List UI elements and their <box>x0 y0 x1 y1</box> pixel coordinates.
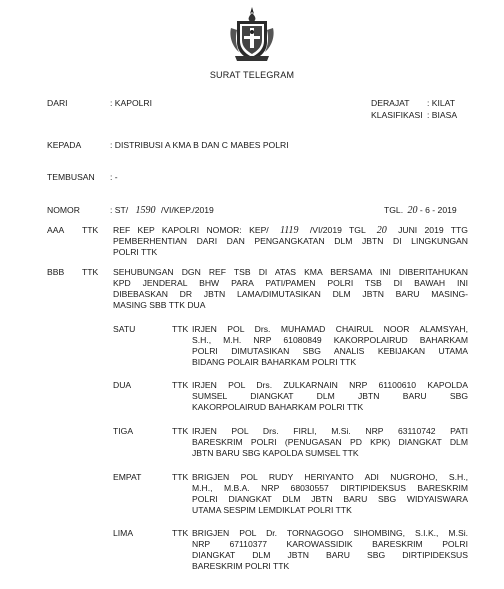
nomor-handwritten: 1590 <box>135 205 156 216</box>
tiga-line-2: BARESKRIM POLRI (PENUGASAN PD KPK) DIANGKAT DLM <box>192 437 468 447</box>
tembusan-value: : - <box>110 172 118 182</box>
tiga-line-3: JBTN BARU SBG KAPOLDA SUMSEL TTK <box>192 448 359 458</box>
aaa-line-3: POLRI TTK <box>113 247 158 257</box>
klasifikasi-value: : BIASA <box>427 110 458 120</box>
item-label-lima: LIMA <box>113 528 134 538</box>
kepada-value: : DISTRIBUSI A KMA B DAN C MABES POLRI <box>110 140 289 150</box>
aaa-code: AAA <box>47 225 65 235</box>
tgl-handwritten: 20 <box>407 205 418 216</box>
item-paragraph-satu <box>192 324 468 368</box>
polri-emblem-icon <box>227 6 277 64</box>
lima-line-1: BRIGJEN POL Dr. TORNAGOGO SIHOMBING, S.I.K., M.Si. <box>192 528 468 538</box>
nomor-label: NOMOR <box>47 205 80 215</box>
aaa-line-2: PEMBERHENTIAN DARI DAN PENGANGKATAN DLM JBTN DI LINGKUNGAN <box>113 236 468 246</box>
bbb-line-3: DIBEBASKAN DR JBTN LAMA/DIMUTASIKAN DLM JBTN BARU MASING- <box>113 289 468 299</box>
lima-line-4: BARESKRIM POLRI TTK <box>192 561 290 571</box>
item-paragraph-lima <box>192 528 468 572</box>
satu-line-3: POLRI DIMUTASIKAN SBG ANALIS KEBIJAKAN UTAMA <box>192 346 468 356</box>
nomor-value <box>110 205 214 216</box>
item-ttk-dua: TTK <box>172 380 189 390</box>
empat-line-4: UTAMA SESPIM LEMDIKLAT POLRI TTK <box>192 505 352 515</box>
item-ttk-empat: TTK <box>172 472 189 482</box>
item-label-empat: EMPAT <box>113 472 142 482</box>
bbb-line-4: MASING SBB TTK DUA <box>113 300 206 310</box>
item-paragraph-empat <box>192 472 468 516</box>
aaa-handwritten-date: 20 <box>376 225 387 236</box>
tgl-label: TGL. <box>384 205 404 215</box>
empat-line-3: POLRI DIANGKAT DLM JBTN BARU SBG WIDYAISWARA <box>192 494 468 504</box>
bbb-line-2: KPD JENDERAL BHW PARA PATI/PAMEN POLRI TSB DI BAWAH INI <box>113 278 468 288</box>
item-paragraph-tiga <box>192 426 468 459</box>
satu-line-4: BIDANG POLAIR BAHARKAM POLRI TTK <box>192 357 357 367</box>
nomor-suffix: /VI/KEP./2019 <box>160 205 214 215</box>
item-label-satu: SATU <box>113 324 136 334</box>
tembusan-label: TEMBUSAN <box>47 172 95 182</box>
bbb-code: BBB <box>47 267 65 277</box>
bbb-line-1: SEHUBUNGAN DGN REF TSB DI ATAS KMA BERSAMA INI DIBERITAHUKAN <box>113 267 468 277</box>
lima-line-2: NRP 67110377 KAROWASSIDIK BARESKRIM POLRI <box>192 539 468 549</box>
empat-line-2: M.H., M.B.A. NRP 68030557 DIRTIPIDEKSUS BARESKRIM <box>192 483 468 493</box>
klasifikasi-label: KLASIFIKASI <box>371 110 423 120</box>
derajat-value: : KILAT <box>427 98 456 108</box>
tgl-suffix: - 6 - 2019 <box>419 205 457 215</box>
empat-line-1: BRIGJEN POL RUDY HERIYANTO ADI NUGROHO, S.H., <box>192 472 468 482</box>
aaa-ttk: TTK <box>82 225 99 235</box>
dari-label: DARI <box>47 98 68 108</box>
derajat-label: DERAJAT <box>371 98 410 108</box>
item-ttk-satu: TTK <box>172 324 189 334</box>
satu-line-2: S.H., M.H. NRP 61080849 KAKORPOLAIRUD BAHARKAM <box>192 335 468 345</box>
dua-line-3: KAKORPOLAIRUD BAHARKAM POLRI TTK <box>192 402 364 412</box>
document-title: SURAT TELEGRAM <box>209 70 295 80</box>
dua-line-1: IRJEN POL Drs. ZULKARNAIN NRP 61100610 KAPOLDA <box>192 380 468 390</box>
item-ttk-lima: TTK <box>172 528 189 538</box>
lima-line-3: DIANGKAT DLM JBTN BARU SBG DIRTIPIDEKSUS <box>192 550 468 560</box>
tgl-value <box>384 205 457 216</box>
kepada-label: KEPADA <box>47 140 82 150</box>
bbb-ttk: TTK <box>82 267 99 277</box>
dari-value: : KAPOLRI <box>110 98 153 108</box>
aaa-handwritten-number: 1119 <box>280 225 299 236</box>
aaa-line-1 <box>113 225 468 236</box>
item-paragraph-dua <box>192 380 468 413</box>
aaa-line-1c: JUNI 2019 TTG <box>398 225 468 235</box>
nomor-prefix: : ST/ <box>110 205 129 215</box>
aaa-paragraph <box>113 225 468 258</box>
aaa-line-1b: /VI/2019 TGL <box>309 225 366 235</box>
tiga-line-1: IRJEN POL Drs. FIRLI, M.Si. NRP 63110742 PATI <box>192 426 468 436</box>
item-label-dua: DUA <box>113 380 132 390</box>
aaa-line-1a: REF KEP KAPOLRI NOMOR: KEP/ <box>113 225 269 235</box>
item-label-tiga: TIGA <box>113 426 134 436</box>
dua-line-2: SUMSEL DIANGKAT DLM JBTN BARU SBG <box>192 391 468 401</box>
item-ttk-tiga: TTK <box>172 426 189 436</box>
bbb-paragraph <box>113 267 468 311</box>
satu-line-1: IRJEN POL Drs. MUHAMAD CHAIRUL NOOR ALAMSYAH, <box>192 324 468 334</box>
